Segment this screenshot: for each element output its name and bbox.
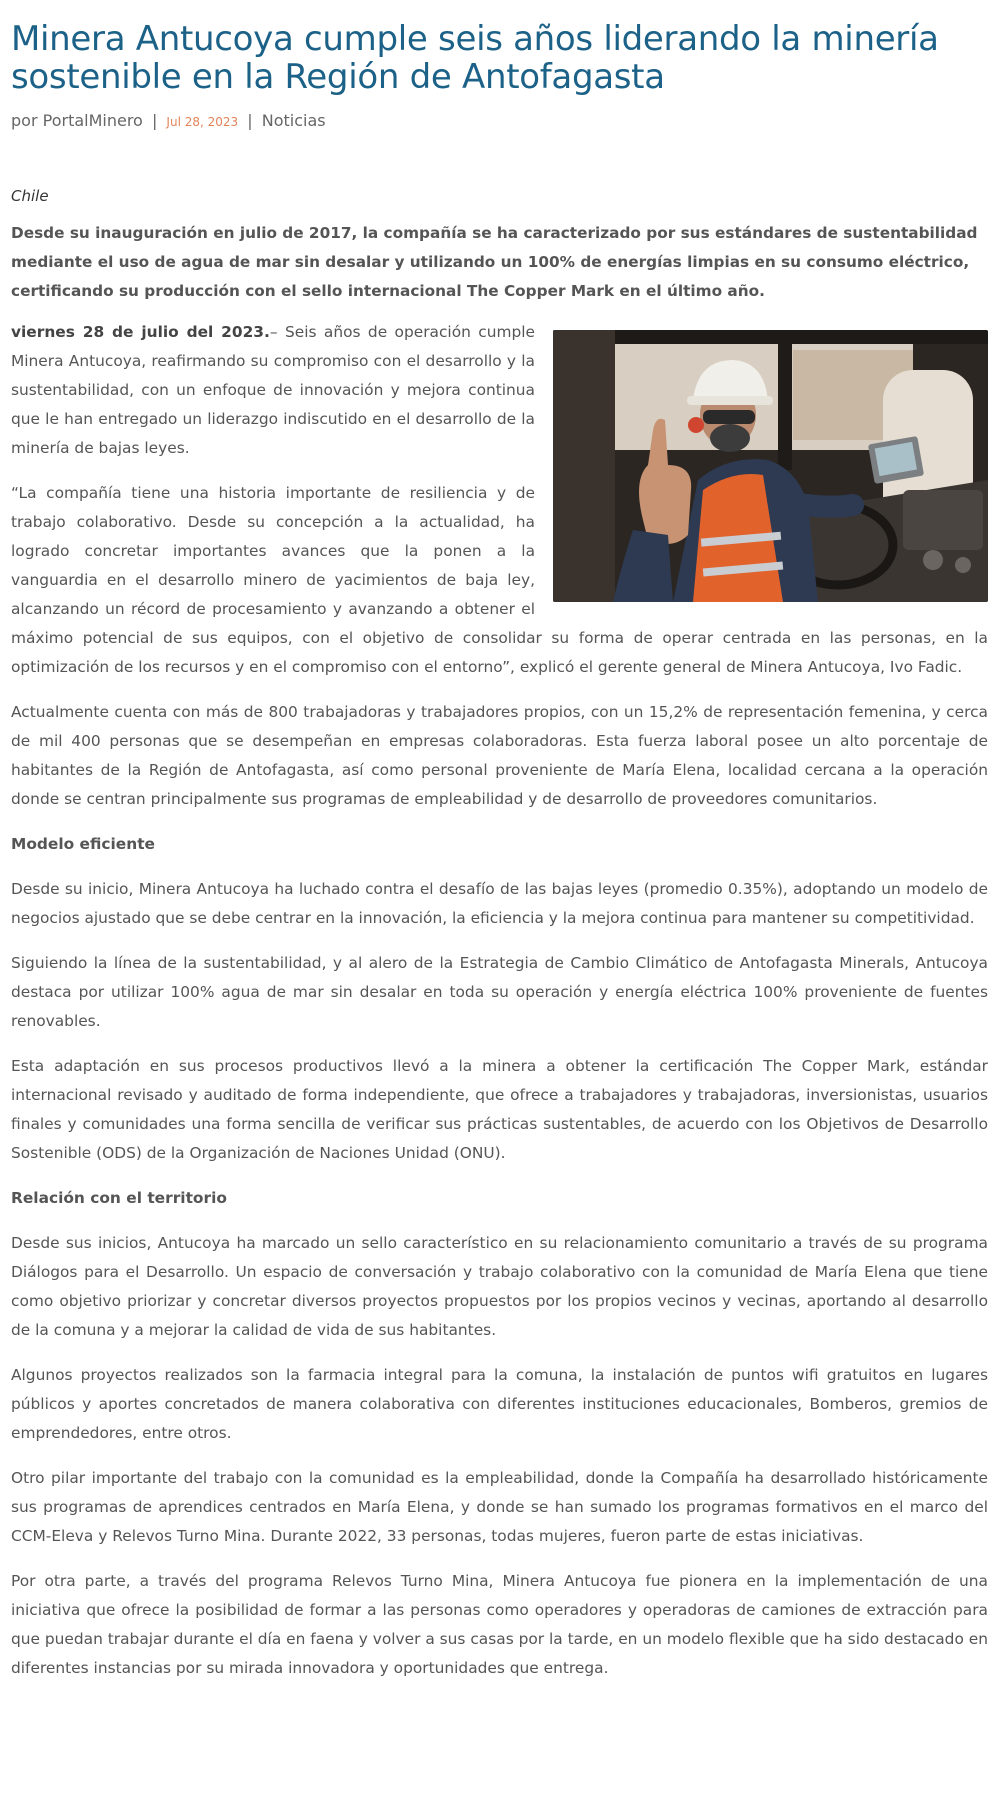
photo-mine-operator-icon [553, 330, 988, 602]
paragraph: Actualmente cuenta con más de 800 trabajadoras y trabajadores propios, con un 15,2% de representación femenina, y cerca de mil 400 personas que se desempeñan en empresas colaboradoras. Esta fuerza laboral posee un alto porcentaje de habitantes de la Región de Antofagasta, así como personal proveniente de María Elena, localidad cercana a la operación donde se centran principalmente sus programas de empleabilidad y de desarrollo de proveedores comunitarios. [11, 703, 988, 808]
paragraph: Esta adaptación en sus procesos productivos llevó a la minera a obtener la certificación The Copper Mark, estándar internacional revisado y auditado de forma independiente, que ofrece a trabajadores y trabajadoras, inversionistas, usuarios finales y comunidades una forma sencilla de verificar sus prácticas sustentables, de acuerdo con los Objetivos de Desarrollo Sostenible (ODS) de la Organización de Naciones Unidad (ONU). [11, 1057, 988, 1162]
post-date: Jul 28, 2023 [166, 115, 239, 129]
article-body [11, 318, 988, 1683]
paragraph-text: – Seis años de operación cumple Minera Antucoya, reafirmando su compromiso con el desarrollo y la sustentabilidad, con un enfoque de innovación y mejora continua que le han entregado un liderazgo indiscutido en el desarrollo de la minería de bajas leyes. [11, 323, 536, 457]
article [11, 0, 988, 1683]
meta-separator: | [151, 111, 158, 130]
page-title: Minera Antucoya cumple seis años liderando la minería sostenible en la Región de Antofagasta [11, 19, 939, 97]
section-heading: Modelo eficiente [11, 835, 155, 853]
paragraph: Por otra parte, a través del programa Relevos Turno Mina, Minera Antucoya fue pionera en la implementación de una iniciativa que ofrece la posibilidad de formar a las personas como operadores y operadoras de camiones de extracción para que puedan trabajar durante el día en faena y volver a sus casas por la tarde, en un modelo flexible que ha sido destacado en diferentes instancias por su mirada innovadora y oportunidades que entrega. [11, 1572, 988, 1677]
lead-paragraph: Desde su inauguración en julio de 2017, la compañía se ha caracterizado por sus estándares de sustentabilidad mediante el uso de agua de mar sin desalar y utilizando un 100% de energías limpias en su consumo eléctrico, certificando su producción con el sello internacional The Copper Mark en el último año. [11, 224, 978, 300]
country-label: Chile [11, 187, 49, 205]
article-photo [553, 330, 988, 602]
dateline: viernes 28 de julio del 2023. [11, 323, 270, 341]
paragraph: Desde su inicio, Minera Antucoya ha luchado contra el desafío de las bajas leyes (promedio 0.35%), adoptando un modelo de negocios ajustado que se debe centrar en la innovación, la eficiencia y la mejora continua para mantener su competitividad. [11, 880, 988, 927]
category-link[interactable]: Noticias [261, 111, 326, 130]
paragraph: Siguiendo la línea de la sustentabilidad, y al alero de la Estrategia de Cambio Climático de Antofagasta Minerals, Antucoya destaca por utilizar 100% agua de mar sin desalar en toda su operación y energía eléctrica 100% proveniente de fuentes renovables. [11, 954, 988, 1030]
post-meta [11, 110, 988, 133]
author-link[interactable]: PortalMinero [42, 111, 143, 130]
paragraph: Otro pilar importante del trabajo con la comunidad es la empleabilidad, donde la Compañía ha desarrollado históricamente sus programas de aprendices centrados en María Elena, y donde se han sumado los programas formativos en el marco del CCM-Eleva y Relevos Turno Mina. Durante 2022, 33 personas, todas mujeres, fueron parte de estas iniciativas. [11, 1469, 988, 1545]
paragraph: Algunos proyectos realizados son la farmacia integral para la comuna, la instalación de puntos wifi gratuitos en lugares públicos y aportes concretados de manera colaborativa con diferentes instituciones educacionales, Bomberos, gremios de emprendedores, entre otros. [11, 1366, 988, 1442]
section-heading: Relación con el territorio [11, 1189, 227, 1207]
meta-separator: | [247, 111, 253, 130]
meta-by-prefix: por [11, 111, 38, 130]
paragraph: Desde sus inicios, Antucoya ha marcado un sello característico en su relacionamiento comunitario a través de su programa Diálogos para el Desarrollo. Un espacio de conversación y trabajo colaborativo con la comunidad de María Elena que tiene como objetivo priorizar y concretar diversos proyectos propuestos por los propios vecinos y vecinas, aportando al desarrollo de la comuna y a mejorar la calidad de vida de sus habitantes. [11, 1234, 988, 1339]
paragraph: “La compañía tiene una historia importante de resiliencia y de trabajo colaborativo. Desde su concepción a la actualidad, ha logrado concretar importantes avances que la ponen a la vanguardia en el desarrollo minero de yacimientos de baja ley, alcanzando un récord de procesamiento y avanzando a obtener el máximo potencial de sus equipos, con el objetivo de consolidar su forma de operar centrada en las personas, en la optimización de los recursos y en el compromiso con el entorno”, explicó el gerente general de Minera Antucoya, Ivo Fadic. [11, 484, 988, 676]
